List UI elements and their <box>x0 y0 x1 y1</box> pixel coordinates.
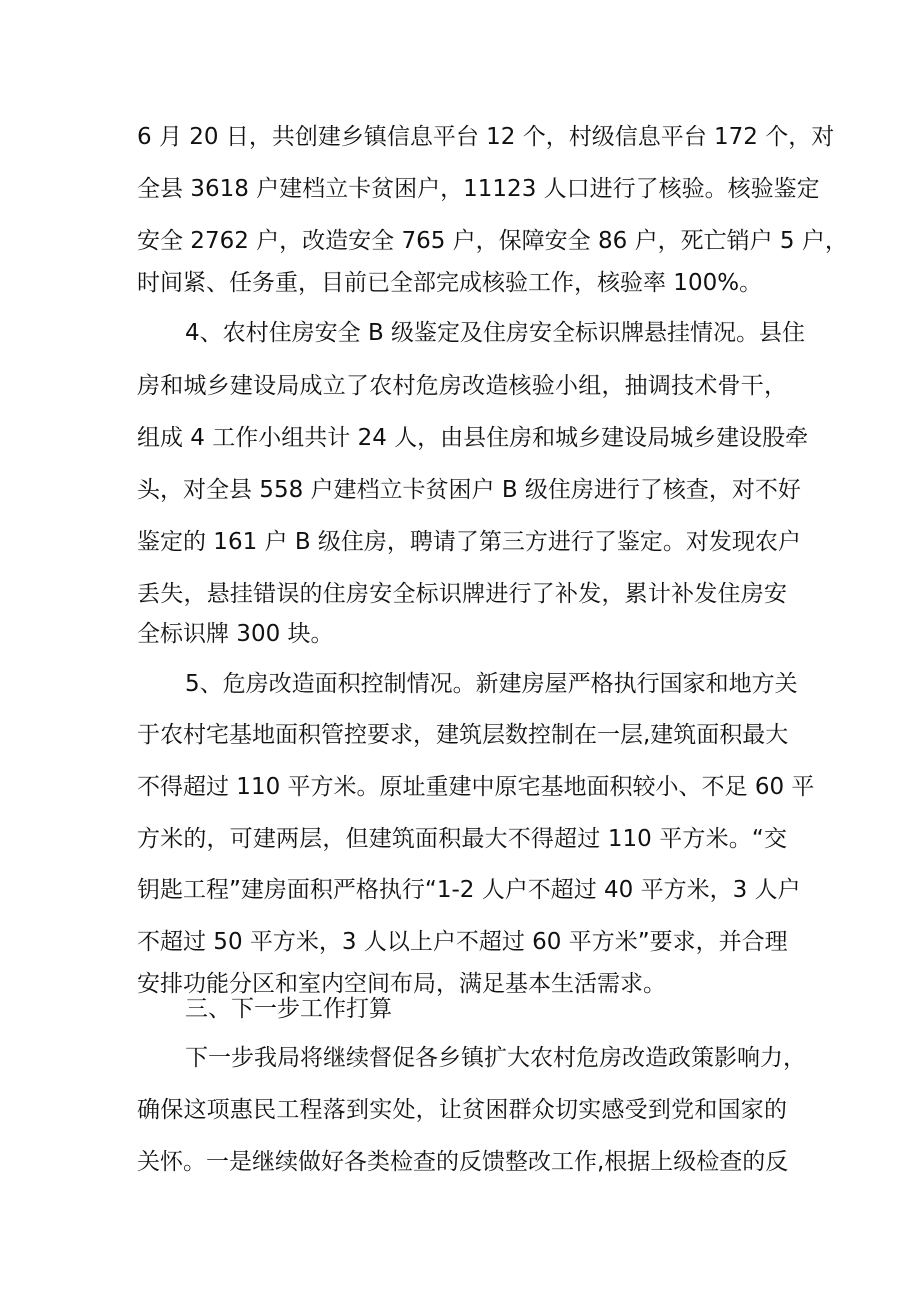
text-line: 时间紧、任务重，目前已全部完成核验工作，核验率 100%。 <box>137 270 763 296</box>
paragraph-first-line: 4、农村住房安全 B 级鉴定及住房安全标识牌悬挂情况。县住 <box>185 320 806 346</box>
text-line: 头，对全县 558 户建档立卡贫困户 B 级住房进行了核查，对不好 <box>137 477 801 503</box>
text-line: 确保这项惠民工程落到实处，让贫困群众切实感受到党和国家的 <box>137 1097 787 1123</box>
paragraph-first-line: 下一步我局将继续督促各乡镇扩大农村危房改造政策影响力， <box>185 1045 806 1071</box>
text-line: 不得超过 110 平方米。原址重建中原宅基地面积较小、不足 60 平 <box>137 774 815 800</box>
text-line: 丢失，悬挂错误的住房安全标识牌进行了补发，累计补发住房安 <box>137 581 787 607</box>
text-line: 鉴定的 161 户 B 级住房，聘请了第三方进行了鉴定。对发现农户 <box>137 529 801 555</box>
text-line: 于农村宅基地面积管控要求，建筑层数控制在一层,建筑面积最大 <box>137 722 789 748</box>
text-line: 房和城乡建设局成立了农村危房改造核验小组，抽调技术骨干， <box>137 373 787 399</box>
text-line: 全标识牌 300 块。 <box>137 621 334 647</box>
text-line: 全县 3618 户建档立卡贫困户，11123 人口进行了核验。核验鉴定 <box>137 176 820 202</box>
paragraph-first-line: 5、危房改造面积控制情况。新建房屋严格执行国家和地方关 <box>185 671 798 697</box>
text-line: 不超过 50 平方米，3 人以上户不超过 60 平方米”要求，并合理 <box>137 929 788 955</box>
text-line: 安排功能分区和室内空间布局，满足基本生活需求。 <box>137 971 666 997</box>
text-line: 6 月 20 日，共创建乡镇信息平台 12 个，村级信息平台 172 个，对 <box>137 124 835 150</box>
text-line: 组成 4 工作小组共计 24 人，由县住房和城乡建设局城乡建设股牵 <box>137 425 809 451</box>
text-line: 方米的，可建两层，但建筑面积最大不得超过 110 平方米。“交 <box>137 826 787 852</box>
text-line: 钥匙工程”建房面积严格执行“1-2 人户不超过 40 平方米，3 人户 <box>137 877 801 903</box>
section-heading: 三、下一步工作打算 <box>185 996 392 1022</box>
text-line: 安全 2762 户，改造安全 765 户，保障安全 86 户，死亡销户 5 户， <box>137 228 848 254</box>
text-line: 关怀。一是继续做好各类检查的反馈整改工作,根据上级检查的反 <box>137 1149 789 1175</box>
